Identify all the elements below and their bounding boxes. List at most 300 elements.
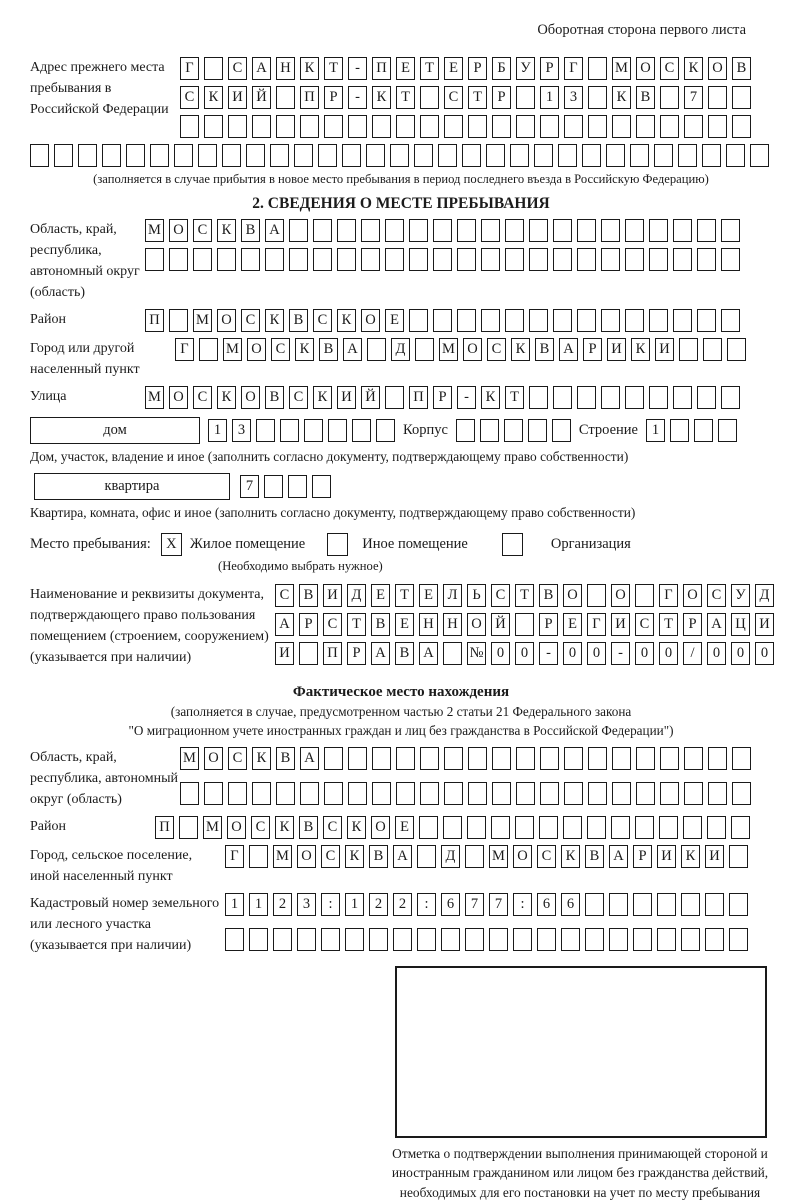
char-cell[interactable]: В <box>535 338 554 361</box>
char-cell[interactable] <box>328 419 347 442</box>
char-cell[interactable]: С <box>193 219 212 242</box>
char-cell[interactable]: Р <box>299 613 318 636</box>
char-cell[interactable] <box>670 419 689 442</box>
char-cell[interactable] <box>78 144 97 167</box>
char-cell[interactable]: А <box>300 747 319 770</box>
char-cell[interactable] <box>228 115 247 138</box>
char-cell[interactable]: К <box>684 57 703 80</box>
char-cell[interactable] <box>537 928 556 951</box>
char-cell[interactable]: Д <box>347 584 366 607</box>
char-cell[interactable] <box>697 219 716 242</box>
char-cell[interactable] <box>750 144 769 167</box>
char-cell[interactable]: 2 <box>393 893 412 916</box>
char-cell[interactable] <box>409 309 428 332</box>
char-cell[interactable] <box>468 782 487 805</box>
char-cell[interactable] <box>684 115 703 138</box>
char-cell[interactable] <box>198 144 217 167</box>
char-cell[interactable]: М <box>612 57 631 80</box>
char-cell[interactable]: М <box>223 338 242 361</box>
char-cell[interactable] <box>633 928 652 951</box>
char-cell[interactable] <box>609 893 628 916</box>
char-cell[interactable]: - <box>348 57 367 80</box>
char-cell[interactable] <box>636 115 655 138</box>
char-cell[interactable]: Й <box>252 86 271 109</box>
char-cell[interactable]: А <box>559 338 578 361</box>
char-cell[interactable] <box>444 782 463 805</box>
char-cell[interactable]: В <box>299 584 318 607</box>
char-cell[interactable]: Д <box>755 584 774 607</box>
apartment-box[interactable]: квартира <box>34 473 230 500</box>
char-cell[interactable] <box>246 144 265 167</box>
char-cell[interactable]: С <box>323 613 342 636</box>
char-cell[interactable] <box>731 816 750 839</box>
char-cell[interactable] <box>492 115 511 138</box>
char-cell[interactable]: М <box>489 845 508 868</box>
char-cell[interactable] <box>289 219 308 242</box>
char-cell[interactable] <box>288 475 307 498</box>
char-cell[interactable] <box>649 248 668 271</box>
char-cell[interactable] <box>516 747 535 770</box>
char-cell[interactable]: С <box>323 816 342 839</box>
char-cell[interactable]: И <box>755 613 774 636</box>
char-cell[interactable]: А <box>343 338 362 361</box>
char-cell[interactable]: К <box>337 309 356 332</box>
char-cell[interactable] <box>361 219 380 242</box>
char-cell[interactable] <box>601 386 620 409</box>
char-cell[interactable] <box>707 816 726 839</box>
char-cell[interactable] <box>420 115 439 138</box>
char-cell[interactable]: О <box>169 219 188 242</box>
char-cell[interactable]: С <box>635 613 654 636</box>
char-cell[interactable]: О <box>611 584 630 607</box>
char-cell[interactable] <box>612 747 631 770</box>
char-cell[interactable]: У <box>731 584 750 607</box>
char-cell[interactable]: Р <box>539 613 558 636</box>
char-cell[interactable]: Е <box>396 57 415 80</box>
char-cell[interactable] <box>529 309 548 332</box>
char-cell[interactable]: 7 <box>684 86 703 109</box>
char-cell[interactable] <box>204 115 223 138</box>
char-cell[interactable] <box>588 115 607 138</box>
char-cell[interactable] <box>529 219 548 242</box>
char-cell[interactable] <box>396 115 415 138</box>
char-cell[interactable] <box>417 928 436 951</box>
char-cell[interactable] <box>657 893 676 916</box>
char-cell[interactable]: : <box>417 893 436 916</box>
char-cell[interactable] <box>718 419 737 442</box>
char-cell[interactable] <box>457 309 476 332</box>
char-cell[interactable]: С <box>444 86 463 109</box>
char-cell[interactable] <box>204 782 223 805</box>
char-cell[interactable] <box>441 928 460 951</box>
char-cell[interactable] <box>721 248 740 271</box>
char-cell[interactable]: Е <box>371 584 390 607</box>
char-cell[interactable] <box>252 115 271 138</box>
char-cell[interactable]: Ь <box>467 584 486 607</box>
char-cell[interactable] <box>415 338 434 361</box>
char-cell[interactable]: С <box>537 845 556 868</box>
char-cell[interactable] <box>372 747 391 770</box>
char-cell[interactable]: И <box>657 845 676 868</box>
char-cell[interactable] <box>697 309 716 332</box>
char-cell[interactable]: И <box>611 613 630 636</box>
char-cell[interactable] <box>505 248 524 271</box>
char-cell[interactable]: - <box>348 86 367 109</box>
char-cell[interactable]: П <box>323 642 342 665</box>
char-cell[interactable] <box>169 248 188 271</box>
char-cell[interactable]: П <box>145 309 164 332</box>
char-cell[interactable]: С <box>251 816 270 839</box>
char-cell[interactable] <box>294 144 313 167</box>
char-cell[interactable]: Г <box>659 584 678 607</box>
char-cell[interactable]: О <box>463 338 482 361</box>
char-cell[interactable]: С <box>271 338 290 361</box>
char-cell[interactable] <box>366 144 385 167</box>
char-cell[interactable] <box>561 928 580 951</box>
char-cell[interactable]: А <box>419 642 438 665</box>
char-cell[interactable] <box>529 386 548 409</box>
char-cell[interactable]: Й <box>361 386 380 409</box>
char-cell[interactable] <box>588 86 607 109</box>
char-cell[interactable] <box>396 782 415 805</box>
char-cell[interactable]: 0 <box>563 642 582 665</box>
char-cell[interactable] <box>708 86 727 109</box>
char-cell[interactable] <box>630 144 649 167</box>
char-cell[interactable] <box>465 928 484 951</box>
char-cell[interactable] <box>468 747 487 770</box>
char-cell[interactable] <box>654 144 673 167</box>
char-cell[interactable] <box>348 115 367 138</box>
char-cell[interactable]: С <box>487 338 506 361</box>
char-cell[interactable] <box>732 115 751 138</box>
char-cell[interactable] <box>585 928 604 951</box>
char-cell[interactable] <box>703 338 722 361</box>
char-cell[interactable]: О <box>241 386 260 409</box>
char-cell[interactable] <box>414 144 433 167</box>
char-cell[interactable]: М <box>180 747 199 770</box>
char-cell[interactable]: С <box>228 747 247 770</box>
char-cell[interactable]: Б <box>492 57 511 80</box>
char-cell[interactable] <box>369 928 388 951</box>
char-cell[interactable] <box>102 144 121 167</box>
char-cell[interactable] <box>372 115 391 138</box>
char-cell[interactable] <box>337 219 356 242</box>
char-cell[interactable]: С <box>491 584 510 607</box>
char-cell[interactable]: В <box>276 747 295 770</box>
char-cell[interactable]: М <box>145 386 164 409</box>
char-cell[interactable] <box>729 845 748 868</box>
char-cell[interactable]: О <box>204 747 223 770</box>
char-cell[interactable]: Т <box>324 57 343 80</box>
char-cell[interactable] <box>702 144 721 167</box>
char-cell[interactable] <box>145 248 164 271</box>
char-cell[interactable] <box>585 893 604 916</box>
char-cell[interactable]: Е <box>563 613 582 636</box>
char-cell[interactable]: М <box>203 816 222 839</box>
char-cell[interactable]: Г <box>175 338 194 361</box>
char-cell[interactable]: 1 <box>249 893 268 916</box>
char-cell[interactable] <box>433 219 452 242</box>
char-cell[interactable]: К <box>252 747 271 770</box>
char-cell[interactable]: М <box>145 219 164 242</box>
char-cell[interactable]: Й <box>491 613 510 636</box>
char-cell[interactable]: К <box>481 386 500 409</box>
char-cell[interactable] <box>324 747 343 770</box>
char-cell[interactable] <box>457 219 476 242</box>
char-cell[interactable]: 1 <box>345 893 364 916</box>
char-cell[interactable] <box>420 747 439 770</box>
char-cell[interactable] <box>468 115 487 138</box>
char-cell[interactable]: О <box>371 816 390 839</box>
char-cell[interactable] <box>241 248 260 271</box>
char-cell[interactable]: / <box>683 642 702 665</box>
char-cell[interactable] <box>681 893 700 916</box>
char-cell[interactable] <box>516 86 535 109</box>
char-cell[interactable] <box>492 747 511 770</box>
char-cell[interactable] <box>660 782 679 805</box>
char-cell[interactable] <box>393 928 412 951</box>
char-cell[interactable]: Д <box>441 845 460 868</box>
char-cell[interactable]: 0 <box>587 642 606 665</box>
char-cell[interactable]: 3 <box>232 419 251 442</box>
char-cell[interactable] <box>376 419 395 442</box>
char-cell[interactable] <box>54 144 73 167</box>
char-cell[interactable]: А <box>371 642 390 665</box>
char-cell[interactable] <box>505 219 524 242</box>
char-cell[interactable]: М <box>439 338 458 361</box>
char-cell[interactable]: К <box>313 386 332 409</box>
char-cell[interactable] <box>625 219 644 242</box>
char-cell[interactable] <box>553 309 572 332</box>
char-cell[interactable] <box>462 144 481 167</box>
char-cell[interactable]: О <box>361 309 380 332</box>
char-cell[interactable]: А <box>275 613 294 636</box>
char-cell[interactable] <box>577 248 596 271</box>
char-cell[interactable] <box>697 386 716 409</box>
char-cell[interactable] <box>721 219 740 242</box>
char-cell[interactable] <box>649 219 668 242</box>
char-cell[interactable]: 1 <box>646 419 665 442</box>
char-cell[interactable] <box>504 419 523 442</box>
char-cell[interactable]: 1 <box>540 86 559 109</box>
char-cell[interactable]: О <box>467 613 486 636</box>
char-cell[interactable]: С <box>228 57 247 80</box>
char-cell[interactable] <box>126 144 145 167</box>
char-cell[interactable]: О <box>563 584 582 607</box>
char-cell[interactable] <box>505 309 524 332</box>
char-cell[interactable] <box>420 86 439 109</box>
char-cell[interactable] <box>732 747 751 770</box>
char-cell[interactable]: Е <box>385 309 404 332</box>
char-cell[interactable]: А <box>707 613 726 636</box>
char-cell[interactable] <box>558 144 577 167</box>
char-cell[interactable] <box>636 782 655 805</box>
char-cell[interactable]: - <box>539 642 558 665</box>
char-cell[interactable]: 7 <box>240 475 259 498</box>
char-cell[interactable] <box>564 747 583 770</box>
char-cell[interactable] <box>443 816 462 839</box>
char-cell[interactable]: : <box>321 893 340 916</box>
char-cell[interactable] <box>552 419 571 442</box>
char-cell[interactable]: К <box>300 57 319 80</box>
char-cell[interactable]: К <box>511 338 530 361</box>
char-cell[interactable] <box>299 642 318 665</box>
char-cell[interactable] <box>729 928 748 951</box>
char-cell[interactable] <box>587 816 606 839</box>
char-cell[interactable]: Е <box>444 57 463 80</box>
char-cell[interactable]: В <box>732 57 751 80</box>
char-cell[interactable] <box>681 928 700 951</box>
char-cell[interactable]: Т <box>420 57 439 80</box>
char-cell[interactable] <box>601 248 620 271</box>
char-cell[interactable] <box>481 309 500 332</box>
char-cell[interactable] <box>684 747 703 770</box>
char-cell[interactable]: О <box>217 309 236 332</box>
char-cell[interactable]: 1 <box>225 893 244 916</box>
char-cell[interactable]: Т <box>468 86 487 109</box>
char-cell[interactable]: К <box>631 338 650 361</box>
char-cell[interactable] <box>601 219 620 242</box>
char-cell[interactable] <box>625 386 644 409</box>
char-cell[interactable]: И <box>228 86 247 109</box>
char-cell[interactable] <box>563 816 582 839</box>
char-cell[interactable] <box>529 248 548 271</box>
char-cell[interactable]: В <box>539 584 558 607</box>
char-cell[interactable] <box>385 386 404 409</box>
char-cell[interactable]: Т <box>659 613 678 636</box>
char-cell[interactable] <box>409 248 428 271</box>
char-cell[interactable] <box>515 816 534 839</box>
char-cell[interactable] <box>673 248 692 271</box>
char-cell[interactable]: Р <box>433 386 452 409</box>
char-cell[interactable] <box>276 782 295 805</box>
char-cell[interactable] <box>222 144 241 167</box>
char-cell[interactable]: Е <box>395 613 414 636</box>
char-cell[interactable]: М <box>273 845 292 868</box>
char-cell[interactable]: В <box>319 338 338 361</box>
char-cell[interactable]: В <box>265 386 284 409</box>
char-cell[interactable] <box>516 782 535 805</box>
char-cell[interactable] <box>456 419 475 442</box>
char-cell[interactable] <box>649 386 668 409</box>
char-cell[interactable]: Р <box>492 86 511 109</box>
char-cell[interactable] <box>419 816 438 839</box>
char-cell[interactable]: В <box>289 309 308 332</box>
checkbox-other-premises[interactable] <box>327 533 348 556</box>
char-cell[interactable] <box>193 248 212 271</box>
char-cell[interactable] <box>174 144 193 167</box>
char-cell[interactable] <box>265 248 284 271</box>
char-cell[interactable]: В <box>395 642 414 665</box>
char-cell[interactable]: К <box>265 309 284 332</box>
char-cell[interactable]: В <box>299 816 318 839</box>
char-cell[interactable] <box>673 386 692 409</box>
char-cell[interactable] <box>280 419 299 442</box>
char-cell[interactable]: - <box>611 642 630 665</box>
char-cell[interactable] <box>304 419 323 442</box>
char-cell[interactable] <box>361 248 380 271</box>
char-cell[interactable] <box>609 928 628 951</box>
char-cell[interactable]: Р <box>324 86 343 109</box>
char-cell[interactable] <box>297 928 316 951</box>
char-cell[interactable] <box>444 747 463 770</box>
char-cell[interactable] <box>492 782 511 805</box>
char-cell[interactable] <box>444 115 463 138</box>
char-cell[interactable] <box>204 57 223 80</box>
char-cell[interactable] <box>385 248 404 271</box>
char-cell[interactable] <box>660 86 679 109</box>
char-cell[interactable] <box>577 219 596 242</box>
char-cell[interactable]: П <box>300 86 319 109</box>
char-cell[interactable] <box>252 782 271 805</box>
char-cell[interactable]: : <box>513 893 532 916</box>
char-cell[interactable]: Р <box>347 642 366 665</box>
char-cell[interactable] <box>321 928 340 951</box>
char-cell[interactable]: 2 <box>369 893 388 916</box>
char-cell[interactable] <box>601 309 620 332</box>
char-cell[interactable] <box>534 144 553 167</box>
char-cell[interactable] <box>324 782 343 805</box>
char-cell[interactable] <box>372 782 391 805</box>
char-cell[interactable] <box>313 219 332 242</box>
house-box[interactable]: дом <box>30 417 200 444</box>
char-cell[interactable] <box>679 338 698 361</box>
char-cell[interactable] <box>705 893 724 916</box>
char-cell[interactable] <box>694 419 713 442</box>
char-cell[interactable]: И <box>655 338 674 361</box>
char-cell[interactable] <box>513 928 532 951</box>
char-cell[interactable] <box>438 144 457 167</box>
char-cell[interactable] <box>708 747 727 770</box>
char-cell[interactable] <box>540 115 559 138</box>
char-cell[interactable] <box>300 115 319 138</box>
char-cell[interactable]: О <box>297 845 316 868</box>
char-cell[interactable] <box>481 219 500 242</box>
char-cell[interactable]: Р <box>633 845 652 868</box>
char-cell[interactable]: П <box>409 386 428 409</box>
char-cell[interactable]: К <box>345 845 364 868</box>
char-cell[interactable] <box>385 219 404 242</box>
char-cell[interactable] <box>289 248 308 271</box>
char-cell[interactable]: А <box>265 219 284 242</box>
char-cell[interactable]: 0 <box>491 642 510 665</box>
char-cell[interactable]: Т <box>396 86 415 109</box>
char-cell[interactable]: О <box>227 816 246 839</box>
char-cell[interactable] <box>587 584 606 607</box>
char-cell[interactable] <box>729 893 748 916</box>
char-cell[interactable]: И <box>337 386 356 409</box>
char-cell[interactable]: К <box>295 338 314 361</box>
char-cell[interactable]: С <box>193 386 212 409</box>
char-cell[interactable]: Р <box>540 57 559 80</box>
char-cell[interactable]: О <box>636 57 655 80</box>
char-cell[interactable] <box>726 144 745 167</box>
char-cell[interactable] <box>300 782 319 805</box>
char-cell[interactable]: К <box>347 816 366 839</box>
char-cell[interactable] <box>732 782 751 805</box>
char-cell[interactable]: П <box>155 816 174 839</box>
char-cell[interactable]: 0 <box>755 642 774 665</box>
char-cell[interactable] <box>612 115 631 138</box>
char-cell[interactable] <box>276 115 295 138</box>
char-cell[interactable] <box>480 419 499 442</box>
char-cell[interactable]: В <box>241 219 260 242</box>
char-cell[interactable]: 0 <box>707 642 726 665</box>
char-cell[interactable]: С <box>660 57 679 80</box>
char-cell[interactable] <box>721 386 740 409</box>
char-cell[interactable] <box>588 747 607 770</box>
char-cell[interactable] <box>577 309 596 332</box>
